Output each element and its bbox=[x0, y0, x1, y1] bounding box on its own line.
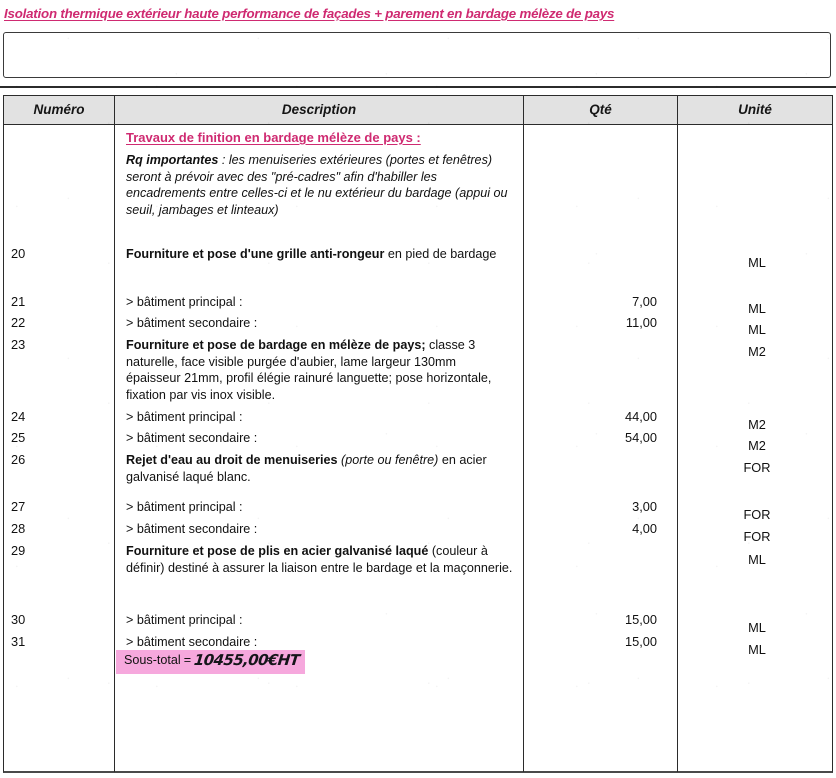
table-row: ML bbox=[748, 255, 766, 270]
table-row: 27 bbox=[11, 499, 26, 514]
row-desc-rest: > bâtiment secondaire : bbox=[126, 431, 258, 445]
table-row: 15,00 bbox=[624, 634, 657, 649]
table-row: 3,00 bbox=[632, 499, 657, 514]
column-rule-unite bbox=[677, 96, 678, 772]
upper-info-box bbox=[3, 32, 831, 78]
page-title: Isolation thermique extérieur haute performance de façades + parement en bardage mélèze de pays bbox=[4, 6, 615, 21]
subtotal-handwritten-value: 10455,00€HT bbox=[193, 651, 301, 669]
table-row: 25 bbox=[11, 430, 26, 445]
row-desc-rest: > bâtiment principal : bbox=[126, 500, 243, 514]
table-row: 24 bbox=[11, 409, 26, 424]
row-desc-bold: Rejet d'eau au droit de menuiseries bbox=[126, 453, 338, 467]
table-row bbox=[126, 315, 516, 332]
table-row bbox=[126, 612, 516, 629]
table-row: M2 bbox=[748, 438, 766, 453]
table-row: 15,00 bbox=[624, 612, 657, 627]
row-desc-rest: en pied de bardage bbox=[384, 247, 497, 261]
table-row bbox=[126, 499, 516, 516]
table-row: M2 bbox=[748, 344, 766, 359]
row-desc-bold: Fourniture et pose d'une grille anti-rongeur bbox=[126, 247, 385, 261]
row-desc-rest: (couleur à définir) destiné à assurer la liaison entre le bardage et la maçonnerie. bbox=[126, 544, 513, 575]
table-row: 26 bbox=[11, 452, 26, 467]
table-row: ML bbox=[748, 322, 766, 337]
table-row: FOR bbox=[743, 529, 771, 544]
row-desc-rest: > bâtiment principal : bbox=[126, 295, 243, 309]
table-row bbox=[126, 634, 516, 651]
table-row: 22 bbox=[11, 315, 26, 330]
note-lead: Rq importantes bbox=[126, 153, 219, 167]
row-desc-rest: en acier galvanisé laqué blanc. bbox=[126, 453, 487, 484]
table-row: 7,00 bbox=[632, 294, 657, 309]
table-row: ML bbox=[748, 552, 766, 567]
column-header-description: Description bbox=[281, 102, 357, 117]
subtotal-label: Sous-total bbox=[124, 653, 181, 667]
table-row bbox=[126, 521, 516, 538]
row-desc-rest: > bâtiment secondaire : bbox=[126, 522, 258, 536]
important-note bbox=[126, 152, 518, 218]
table-row bbox=[126, 337, 514, 403]
table-row: 28 bbox=[11, 521, 26, 536]
horizontal-divider bbox=[0, 86, 836, 88]
column-rule-numero bbox=[114, 96, 115, 772]
table-row: 30 bbox=[11, 612, 26, 627]
row-desc-bold: Fourniture et pose de plis en acier galvanisé laqué bbox=[126, 544, 429, 558]
table-row: ML bbox=[748, 642, 766, 657]
row-desc-rest: > bâtiment secondaire : bbox=[126, 635, 258, 649]
row-desc-rest: > bâtiment secondaire : bbox=[126, 316, 258, 330]
row-desc-rest: > bâtiment principal : bbox=[126, 613, 243, 627]
table-row: FOR bbox=[743, 460, 771, 475]
table-row: 20 bbox=[11, 246, 26, 261]
subtotal-highlight bbox=[116, 650, 305, 674]
column-header-numero: Numéro bbox=[33, 102, 85, 117]
table-row: 4,00 bbox=[632, 521, 657, 536]
row-desc-rest: > bâtiment principal : bbox=[126, 410, 243, 424]
column-header-unite: Unité bbox=[738, 102, 772, 117]
section-heading: Travaux de finition en bardage mélèze de pays : bbox=[126, 130, 421, 145]
table-row bbox=[126, 543, 516, 576]
row-desc-bold: Fourniture et pose de bardage en mélèze de pays; bbox=[126, 338, 426, 352]
table-row: M2 bbox=[748, 417, 766, 432]
table-row bbox=[126, 246, 516, 263]
table-row bbox=[126, 430, 516, 447]
table-row: 23 bbox=[11, 337, 26, 352]
table-row: 11,00 bbox=[625, 315, 657, 330]
table-row: 29 bbox=[11, 543, 26, 558]
row-desc-italic: (porte ou fenêtre) bbox=[337, 453, 439, 467]
row-desc-rest: classe 3 naturelle, face visible purgée d'aubier, lame largeur 130mm épaisseur 21mm, profil élégie rainuré languette; pose horizontale, fixation par vis inox visible. bbox=[126, 338, 492, 402]
table-row: 21 bbox=[11, 294, 26, 309]
column-header-qte: Qté bbox=[589, 102, 612, 117]
subtotal-equals-sign: = bbox=[183, 653, 192, 667]
table-row: ML bbox=[748, 620, 766, 635]
table-row: 54,00 bbox=[624, 430, 657, 445]
table-row bbox=[126, 452, 516, 485]
table-row: ML bbox=[748, 301, 766, 316]
table-row: FOR bbox=[743, 507, 771, 522]
table-row bbox=[126, 294, 516, 311]
table-row bbox=[126, 409, 516, 426]
table-header-row bbox=[4, 96, 832, 125]
table-row: 31 bbox=[11, 634, 26, 649]
table-row: 44,00 bbox=[624, 409, 657, 424]
note-body: : les menuiseries extérieures (portes et fenêtres) seront à prévoir avec des "pré-cadres" afin d'habiller les encadrements entre celles-ci et le nu extérieur du bardage (appui ou seuil, jambages et linteaux) bbox=[126, 153, 508, 217]
